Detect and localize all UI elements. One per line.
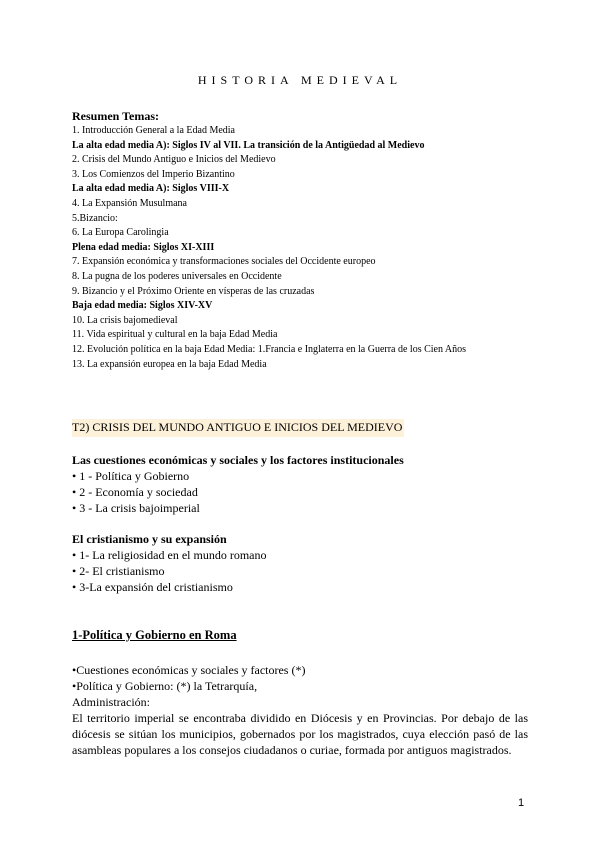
summary-line: 13. La expansión europea en la baja Edad Media xyxy=(72,358,267,370)
summary-line: 6. La Europa Carolingia xyxy=(72,227,169,239)
body-text xyxy=(72,662,528,758)
summary-section-heading: La alta edad media A): Siglos IV al VII. La transición de la Antigüedad al Medievo xyxy=(72,139,425,151)
summary-line: 7. Expansión económica y transformaciones sociales del Occidente europeo xyxy=(72,256,376,268)
summary-line: 8. La pugna de los poderes universales en Occidente xyxy=(72,270,282,282)
summary-block xyxy=(72,108,542,372)
summary-list xyxy=(72,124,542,372)
list-item: • 2 - Economía y sociedad xyxy=(72,485,198,499)
summary-line: 2. Crisis del Mundo Antiguo e Inicios del Medievo xyxy=(72,154,276,166)
list-item: • 3 - La crisis bajoimperial xyxy=(72,501,200,515)
summary-line: 9. Bizancio y el Próximo Oriente en vísperas de las cruzadas xyxy=(72,285,315,297)
list-item: • 3-La expansión del cristianismo xyxy=(72,580,233,594)
summary-line: 10. La crisis bajomedieval xyxy=(72,314,178,326)
summary-line: 5.Bizancio: xyxy=(72,212,118,224)
section-heading: El cristianismo y su expansión xyxy=(72,532,227,546)
summary-heading: Resumen Temas: xyxy=(72,109,160,123)
summary-line: 11. Vida espiritual y cultural en la baja Edad Media xyxy=(72,329,278,341)
body-line: Administración: xyxy=(72,695,150,709)
summary-section-heading: Baja edad media: Siglos XIV-XV xyxy=(72,300,213,312)
list-item: • 1- La religiosidad en el mundo romano xyxy=(72,548,267,562)
summary-line: 3. Los Comienzos del Imperio Bizantino xyxy=(72,168,235,180)
topic-2-heading: T2) CRISIS DEL MUNDO ANTIGUO E INICIOS DEL MEDIEVO xyxy=(72,419,404,437)
section-christianity xyxy=(72,531,532,595)
summary-line: 12. Evolución política en la baja Edad Media: 1.Francia e Inglaterra en la Guerra de los Cien Años xyxy=(72,343,467,355)
summary-line: 4. La Expansión Musulmana xyxy=(72,197,187,209)
body-line: •Cuestiones económicas y sociales y factores (*) xyxy=(72,663,306,677)
summary-section-heading: Plena edad media: Siglos XI-XIII xyxy=(72,241,215,253)
page-number: 1 xyxy=(518,797,525,809)
summary-section-heading: La alta edad media A): Siglos VIII-X xyxy=(72,183,230,195)
list-item: • 1 - Política y Gobierno xyxy=(72,469,190,483)
list-item: • 2- El cristianismo xyxy=(72,564,165,578)
section-heading: Las cuestiones económicas y sociales y los factores institucionales xyxy=(72,453,404,467)
body-line: •Política y Gobierno: (*) la Tetrarquía, xyxy=(72,679,258,693)
section-economic-social xyxy=(72,452,532,516)
summary-line: 1. Introducción General a la Edad Media xyxy=(72,125,235,136)
body-paragraph: El territorio imperial se encontraba dividido en Diócesis y en Provincias. Por debajo de las diócesis se sitúan los municipios, gobernados por los magistrados, cuya elección pasó de las asambleas populares a los consejos ciudadanos o curiae, formada por antiguos magistrados. xyxy=(72,711,528,757)
subsection-heading: 1-Política y Gobierno en Roma xyxy=(72,628,237,642)
document-title: HISTORIA MEDIEVAL xyxy=(197,73,403,87)
